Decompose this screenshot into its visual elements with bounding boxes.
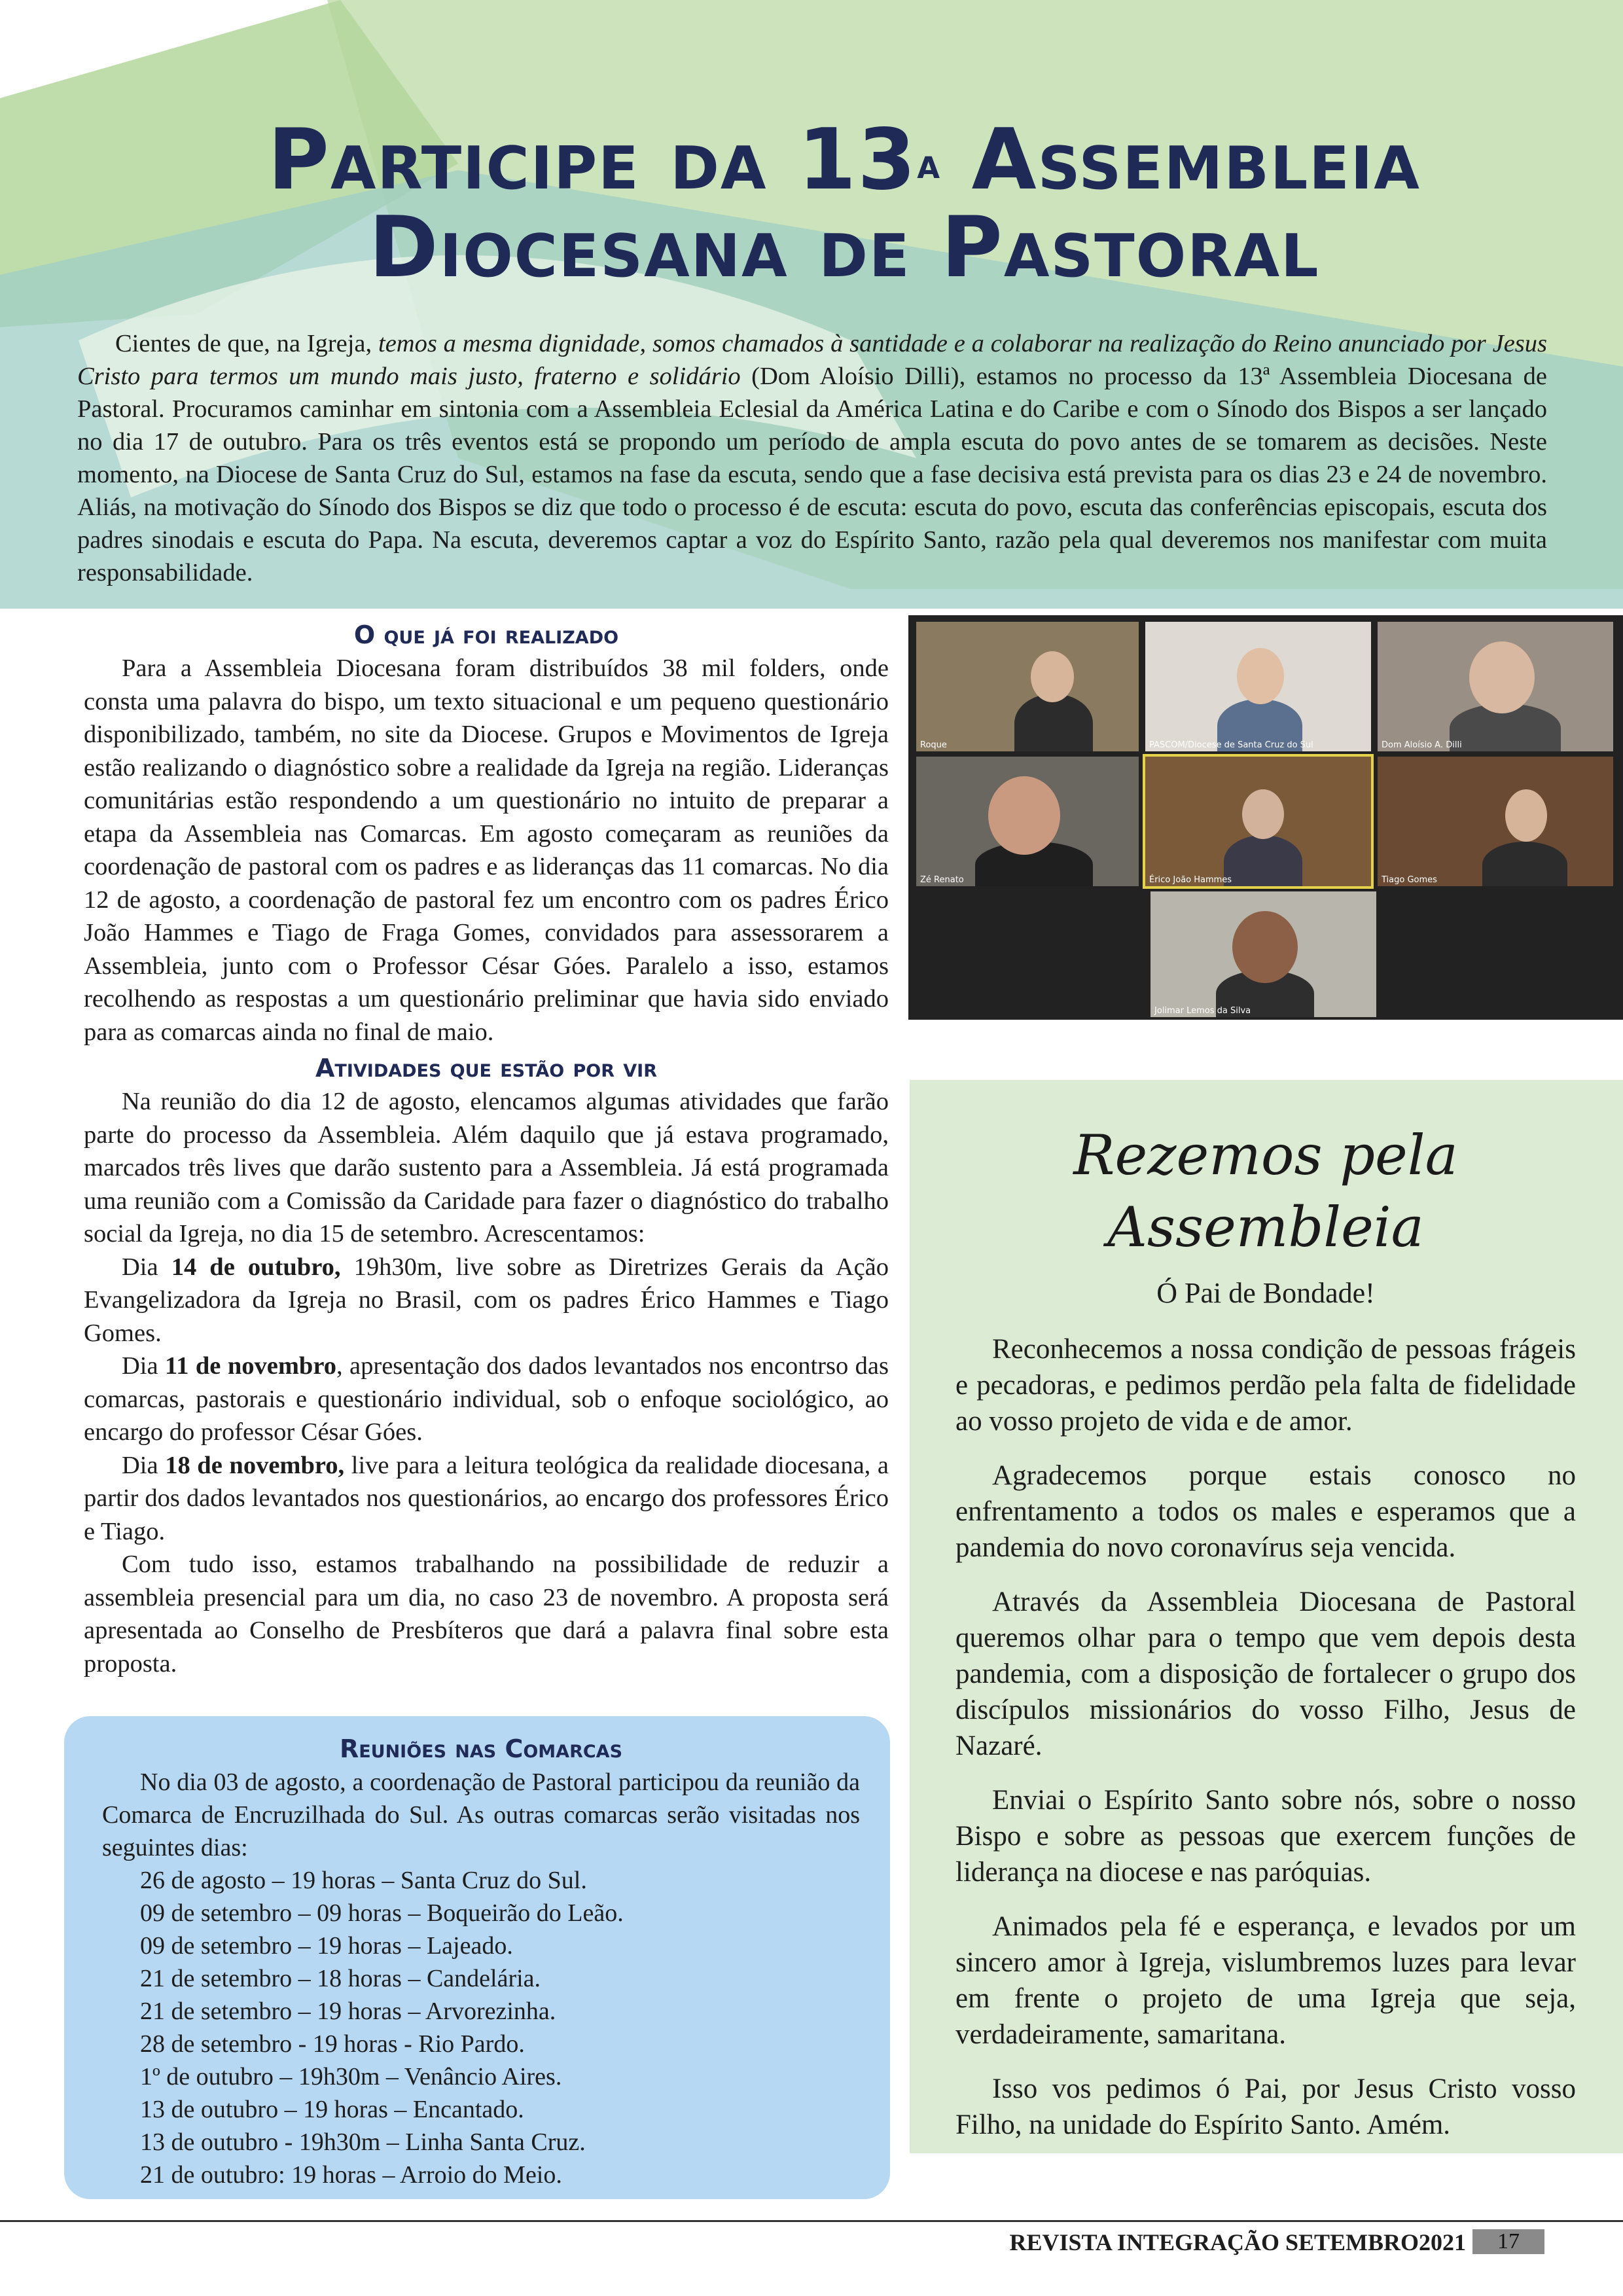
participant-tile-roque	[916, 622, 1139, 751]
participant-tile-erico	[1145, 757, 1371, 886]
caption-erico: Érico João Hammes	[1149, 875, 1232, 885]
meeting-item: 13 de outubro - 19h30m – Linha Santa Cruz.	[140, 2128, 586, 2156]
title-line2: Diocesana de Pastoral	[368, 199, 1320, 296]
prayer-paragraph: Reconhecemos a nossa condição de pessoas frágeis e pecadoras, e pedimos perdão pela falta de fidelidade ao vosso projeto de vida e de amor.	[955, 1334, 1576, 1437]
section-realizado	[84, 618, 889, 1680]
participant-tile-dom-aloisio	[1378, 622, 1613, 751]
caption-tiago: Tiago Gomes	[1382, 875, 1437, 885]
section2-p4: Dia 18 de novembro, live para a leitura teológica da realidade diocesana, a partir dos dados levantados nos questionários, ao encargo dos professores Érico e Tiago.	[84, 1451, 889, 1545]
caption-pascom: PASCOM/Diocese de Santa Cruz do Sul	[1149, 740, 1313, 750]
intro-quote: temos a mesma dignidade, somos chamados à santidade e a colaborar na realização do Reino anunciado por Jesus Cristo para termos um mundo mais justo, fraterno e solidário	[77, 330, 1547, 390]
section2-heading: Atividades que estão por vir	[315, 1054, 657, 1083]
prayer-panel	[910, 1080, 1623, 2153]
meetings-box	[64, 1716, 890, 2199]
meeting-item: 13 de outubro – 19 horas – Encantado.	[140, 2096, 524, 2123]
caption-dom-aloisio: Dom Aloísio A. Dilli	[1382, 740, 1462, 750]
caption-ze-renato: Zé Renato	[920, 875, 964, 885]
meeting-item: 26 de agosto – 19 horas – Santa Cruz do Sul.	[140, 1867, 587, 1894]
prayer-opening: Ó Pai de Bondade!	[1156, 1277, 1375, 1309]
section2-p3: Dia 11 de novembro, apresentação dos dados levantados nos encontrso das comarcas, pastorais e questionário individual, sob o enfoque sociológico, ao encargo do professor César Góes.	[84, 1352, 889, 1446]
video-call-photo	[908, 615, 1623, 1020]
meetings-intro: No dia 03 de agosto, a coordenação de Pastoral participou da reunião da Comarca de Encruzilhada do Sul. As outras comarcas serão visitadas nos seguintes dias:	[102, 1768, 860, 1861]
participant-tile-pascom	[1145, 622, 1371, 751]
footer-divider	[0, 2220, 1623, 2222]
meetings-heading: Reuniões nas Comarcas	[339, 1734, 623, 1763]
prayer-paragraph: Através da Assembleia Diocesana de Pastoral queremos olhar para o tempo que vem depois desta pandemia, com a disposição de fortalecer o grupo dos discípulos missionários do vosso Filho, Jesus de Nazaré.	[955, 1587, 1576, 1761]
meeting-item: 21 de setembro – 19 horas – Arvorezinha.	[140, 1998, 556, 2025]
prayer-paragraph: Isso vos pedimos ó Pai, por Jesus Cristo vosso Filho, na unidade do Espírito Santo. Amém.	[955, 2073, 1576, 2140]
prayer-paragraph: Enviai o Espírito Santo sobre nós, sobre o nosso Bispo e sobre as pessoas que exercem funções de liderança na diocese e nas paróquias.	[955, 1785, 1576, 1888]
title-superscript: a	[917, 140, 942, 188]
meeting-item: 09 de setembro – 19 horas – Lajeado.	[140, 1932, 513, 1960]
page-title	[170, 111, 1518, 296]
footer-magazine: REVISTA INTEGRAÇÃO SETEMBRO2021	[1009, 2229, 1466, 2255]
title-line1-a: Participe da 13	[268, 111, 918, 209]
prayer-paragraph: Agradecemos porque estais conosco no enfrentamento a todos os males e esperamos que a pandemia do novo coronavírus seja vencida.	[955, 1460, 1576, 1563]
meeting-item: 28 de setembro - 19 horas - Rio Pardo.	[140, 2030, 525, 2058]
intro-text-b: (Dom Aloísio Dilli), estamos no processo da 13ª Assembleia Diocesana de Pastoral. Procuramos caminhar em sintonia com a Assembleia Eclesial da América Latina e do Caribe e com o Sínodo dos Bispos a ser lançado no dia 17 de outubro. Para os três eventos está se propondo um período de ampla escuta do povo antes de se tomarem as decisões. Neste momento, na Diocese de Santa Cruz do Sul, estamos na fase da escuta, sendo que a fase decisiva está prevista para os dias 23 e 24 de novembro. Aliás, na motivação do Sínodo dos Bispos se diz que todo o processo é de escuta: escuta do povo, escuta das conferências episcopais, escuta dos padres sinodais e escuta do Papa. Na escuta, deveremos captar a voz do Espírito Santo, razão pela qual deveremos nos manifestar com muita responsabilidade.	[77, 363, 1547, 586]
meeting-item: 21 de outubro: 19 horas – Arroio do Meio.	[140, 2161, 562, 2189]
meeting-item: 09 de setembro – 09 horas – Boqueirão do Leão.	[140, 1899, 624, 1927]
section2-p5: Com tudo isso, estamos trabalhando na possibilidade de reduzir a assembleia presencial para um dia, no caso 23 de novembro. A proposta será apresentada ao Conselho de Presbíteros que dará a palavra final sobre esta proposta.	[84, 1551, 889, 1677]
section1-text: Para a Assembleia Diocesana foram distribuídos 38 mil folders, onde consta uma palavra do bispo, um texto situacional e um pequeno questionário disponibilizado, também, no site da Diocese. Grupos e Movimentos de Igreja estão realizando o diagnóstico sobre a realidade da Igreja na região. Lideranças comunitárias estão respondendo a um questionário no intuito de preparar a etapa da Assembleia nas Comarcas. Em agosto começaram as reuniões da coordenação de pastoral com os padres e as lideranças das 11 comarcas. No dia 12 de agosto, a coordenação de pastoral fez um encontro com os padres Érico João Hammes e Tiago de Fraga Gomes, convidados para assessorarem a Assembleia, junto com o Professor César Góes. Paralelo a isso, estamos recolhendo as respostas a um questionário preliminar que havia sido enviado para as comarcas ainda no final de maio.	[84, 655, 889, 1046]
participant-tile-tiago	[1378, 757, 1613, 886]
intro-paragraph	[77, 327, 1547, 589]
section2-p2: Dia 14 de outubro, 19h30m, live sobre as Diretrizes Gerais da Ação Evangelizadora da Igreja no Brasil, com os padres Érico Hammes e Tiago Gomes.	[84, 1253, 889, 1347]
participant-tile-jolimar	[1150, 891, 1376, 1017]
title-line1-b: Assembleia	[941, 111, 1421, 209]
caption-jolimar: Jolimar Lemos da Silva	[1154, 1006, 1251, 1016]
prayer-paragraph: Animados pela fé e esperança, e levados por um sincero amor à Igreja, vislumbremos luzes para levar em frente o projeto de uma Igreja que seja, verdadeiramente, samaritana.	[955, 1911, 1576, 2050]
intro-text-a: Cientes de que, na Igreja,	[115, 330, 378, 357]
section2-p1: Na reunião do dia 12 de agosto, elencamos algumas atividades que farão parte do processo da Assembleia. Além daquilo que já estava programado, marcados três lives que darão sustento para a Assembleia. Já está programada uma reunião com a Comissão da Caridade para fazer o diagnóstico do trabalho social da Igreja, no dia 15 de setembro. Acrescentamos:	[84, 1088, 889, 1247]
page-number: 17	[1472, 2229, 1544, 2254]
prayer-title: Rezemos pela Assembleia	[1073, 1123, 1458, 1259]
meeting-item: 1º de outubro – 19h30m – Venâncio Aires.	[140, 2063, 562, 2090]
caption-roque: Roque	[920, 740, 947, 750]
participant-tile-ze-renato	[916, 757, 1139, 886]
meeting-item: 21 de setembro – 18 horas – Candelária.	[140, 1965, 541, 1992]
section1-heading: O que já foi realizado	[353, 620, 619, 649]
